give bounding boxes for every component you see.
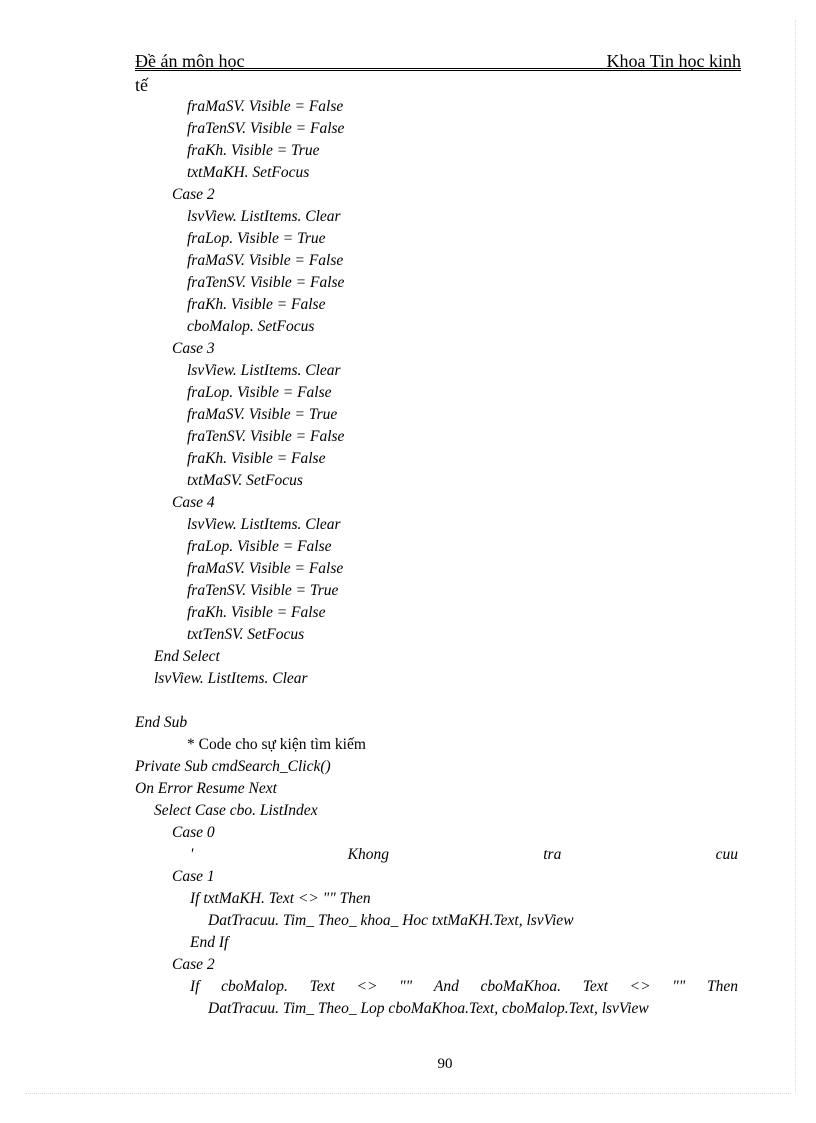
code-line: Case 2 xyxy=(172,186,215,203)
code-line: If txtMaKH. Text <> "" Then xyxy=(190,890,371,907)
code-line: Case 4 xyxy=(172,494,215,511)
code-token: And xyxy=(433,978,459,995)
code-line: fraTenSV. Visible = False xyxy=(187,274,345,291)
code-line: End Sub xyxy=(135,714,188,731)
code-line: fraLop. Visible = False xyxy=(187,384,332,401)
code-line: Select Case cbo. ListIndex xyxy=(154,802,318,819)
code-line: On Error Resume Next xyxy=(135,780,277,797)
code-line: fraLop. Visible = False xyxy=(187,538,332,555)
header-rule xyxy=(135,68,741,71)
code-line: Case 0 xyxy=(172,824,215,841)
section-comment: * Code cho sự kiện tìm kiếm xyxy=(187,736,366,753)
code-line: cboMalop. SetFocus xyxy=(187,318,315,335)
page-edge-dots xyxy=(795,20,796,1093)
code-line: lsvView. ListItems. Clear xyxy=(187,516,341,533)
code-line: lsvView. ListItems. Clear xyxy=(187,208,341,225)
code-line: lsvView. ListItems. Clear xyxy=(187,362,341,379)
code-line: fraMaSV. Visible = False xyxy=(187,98,344,115)
code-line: lsvView. ListItems. Clear xyxy=(154,670,308,687)
code-line: DatTracuu. Tim_ Theo_ Lop cboMaKhoa.Text, cboMalop.Text, lsvView xyxy=(208,1000,649,1017)
header-continuation: tế xyxy=(135,75,148,95)
code-token: <> xyxy=(629,978,651,995)
header-right-title: Khoa Tin học kinh xyxy=(606,51,741,71)
code-token: Khong xyxy=(347,846,389,863)
page-edge-dots xyxy=(25,1093,791,1094)
code-line: fraKh. Visible = False xyxy=(187,450,326,467)
code-line: fraLop. Visible = True xyxy=(187,230,326,247)
code-line: fraTenSV. Visible = False xyxy=(187,428,345,445)
code-line-justified xyxy=(190,844,738,866)
code-token: tra xyxy=(543,846,562,863)
code-line: txtTenSV. SetFocus xyxy=(187,626,305,643)
code-line: txtMaKH. SetFocus xyxy=(187,164,310,181)
code-token: cboMaKhoa. xyxy=(480,978,562,995)
code-line: fraKh. Visible = True xyxy=(187,142,320,159)
code-token: Then xyxy=(707,978,738,995)
code-line: Case 2 xyxy=(172,956,215,973)
code-token: Text xyxy=(582,978,608,995)
code-token: cuu xyxy=(715,846,738,863)
code-line: Case 1 xyxy=(172,868,215,885)
code-line: End Select xyxy=(154,648,220,665)
code-line: fraKh. Visible = False xyxy=(187,604,326,621)
code-token: If xyxy=(190,978,200,995)
code-token: "" xyxy=(399,978,413,995)
code-token: ' xyxy=(190,846,194,863)
code-line: fraKh. Visible = False xyxy=(187,296,326,313)
code-line: fraMaSV. Visible = False xyxy=(187,252,344,269)
code-line: Private Sub cmdSearch_Click() xyxy=(135,758,331,775)
code-token: Text xyxy=(309,978,335,995)
code-line: End If xyxy=(190,934,229,951)
code-line: fraMaSV. Visible = True xyxy=(187,406,338,423)
code-token: "" xyxy=(672,978,686,995)
code-line: txtMaSV. SetFocus xyxy=(187,472,303,489)
code-line-justified xyxy=(190,976,738,998)
code-line: fraTenSV. Visible = False xyxy=(187,120,345,137)
code-token: <> xyxy=(356,978,378,995)
header-left-title: Đề án môn học xyxy=(135,51,245,71)
code-line: DatTracuu. Tim_ Theo_ khoa_ Hoc txtMaKH.Text, lsvView xyxy=(208,912,574,929)
code-token: cboMalop. xyxy=(221,978,288,995)
page-number: 90 xyxy=(437,1056,453,1072)
code-line: fraTenSV. Visible = True xyxy=(187,582,339,599)
code-line: Case 3 xyxy=(172,340,215,357)
code-line: fraMaSV. Visible = False xyxy=(187,560,344,577)
